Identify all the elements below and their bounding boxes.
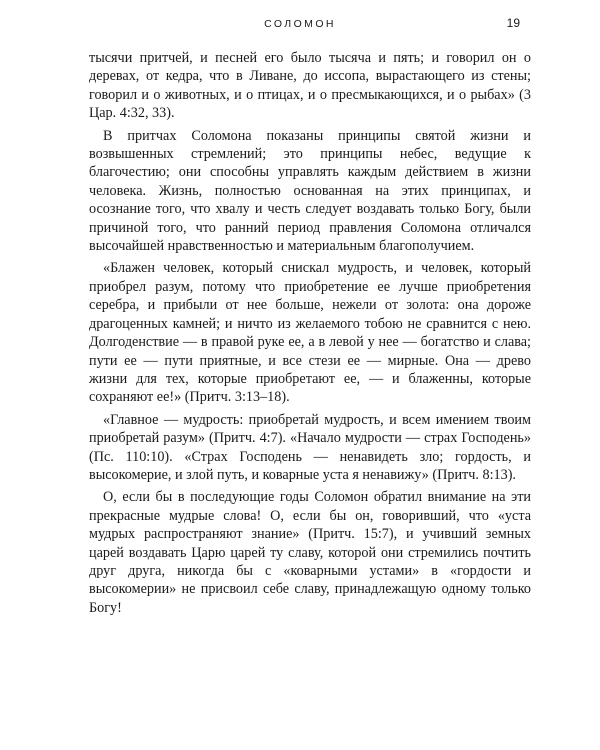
paragraph-quote-wisdom: «Главное — мудрость: приобретай мудрость, и всем имением твоим приобретай разум» (Притч. 4:7). «Начало мудрости — страх Господень» (Пс. 110:10). «Страх Господень — ненавидеть зло; гордость, и высокомерие, и злой путь, и коварные уста я ненавижу» (Притч. 8:13). <box>89 411 531 483</box>
running-header <box>80 18 520 38</box>
paragraph-conclusion: О, если бы в последующие годы Соломон обратил внимание на эти прекрасные мудрые слова! О, если бы он, говоривший, что «уста мудрых распространяют знание» (Притч. 15:7), и учивший земных царей воздавать Царю царей ту славу, которой они стремились почтить друг друга, никогда бы с «коварными устами» в «гордости и высокомерии» не присвоил себе славу, принадлежащую одному только Богу! <box>89 489 531 616</box>
paragraph-continuation: тысячи притчей, и песней его было тысяча и пять; и говорил он о деревах, от кедра, что в Ливане, до иссопа, вырастающего из стены; говорил и о животных, и о птицах, и о пресмыкающихся, и о рыбах» (3 Цар. 4:32, 33). <box>89 50 531 122</box>
paragraph-proverbs-principles: В притчах Соломона показаны принципы святой жизни и возвышенных стремлений; это принципы небес, ведущие к благочестию; они способны управлять каждым действием в жизни человека. Жизнь, полностью основанная на этих принципах, и осознание того, что хвалу и честь следует воздавать только Богу, были причиной того, что ранний период правления Соломона отличался высочайшей нравственностью и материальным благополучием. <box>89 127 531 255</box>
running-title: СОЛОМОН <box>264 18 336 30</box>
page-number: 19 <box>506 16 520 30</box>
paragraph-quote-blessed: «Блажен человек, который снискал мудрость, и человек, который приобрел разум, потому что приобретение ее лучше приобретения серебра, и прибыли от нее больше, нежели от золота: она дороже драгоценных камней; и ничто из желаемого тобою не сравнится с нею. Долгоденствие — в правой руке ее, а в левой у нее — богатство и слава; пути ее — пути приятные, и все стези ее — мирные. Она — древо жизни для тех, которые приобретают ее, — и блаженны, которые сохраняют ее!» (Притч. 3:13–18). <box>89 260 531 406</box>
body-text <box>89 49 531 617</box>
